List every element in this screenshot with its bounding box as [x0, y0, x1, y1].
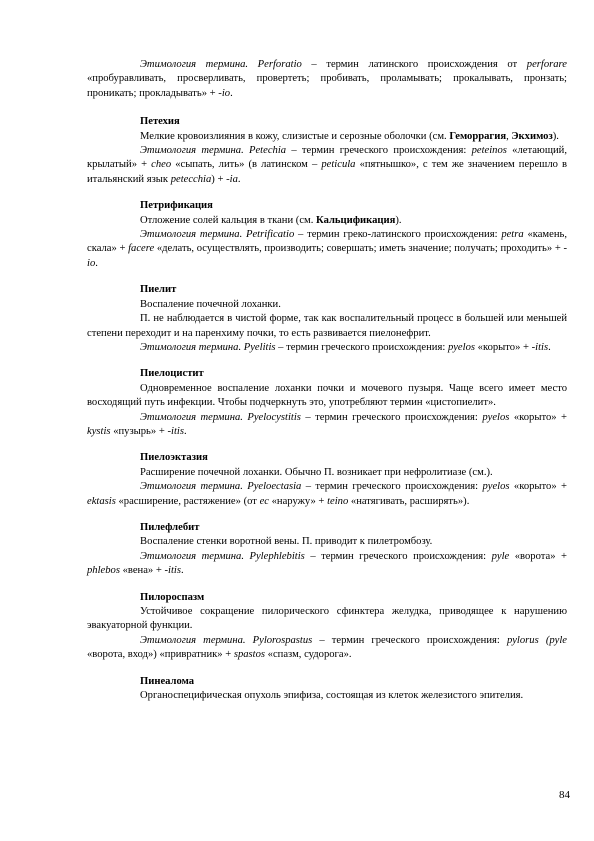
entry-title: Пилефлебит — [140, 521, 200, 533]
italic-text: perforare — [526, 59, 567, 70]
entry-paragraph — [87, 411, 567, 440]
entry-paragraph — [87, 605, 567, 634]
italic-text: Этимология термина. Perforatio — [140, 59, 302, 70]
italic-text: peteinos — [471, 145, 507, 157]
entry-paragraph — [87, 550, 567, 579]
italic-text: pyelos — [482, 481, 510, 493]
dictionary-entry — [87, 283, 567, 355]
text-segment: «корыто» + — [509, 481, 567, 493]
text-segment: Одновременное воспаление лоханки почки и мочевого пузыря. Чаще всего имеет место восходящий путь инфекции. Чтобы подчеркнуть это, употребляют термин «цистопиелит». — [87, 382, 567, 409]
text-segment: «расширение, растяжение» (от — [115, 495, 260, 507]
text-segment: Воспаление стенки воротной вены. П. приводит к пилетромбозу. — [140, 536, 433, 548]
italic-text: spastos — [233, 649, 266, 661]
italic-text: -ia — [226, 173, 238, 185]
italic-text: -itis — [167, 425, 184, 437]
italic-text: Этимология термина. Pyelocystitis — [140, 411, 301, 423]
entry-title: Пиелоцистит — [140, 368, 204, 380]
page-number: 84 — [559, 789, 570, 801]
text-segment: «спазм, судорога». — [265, 649, 352, 661]
italic-text: teino — [327, 495, 349, 507]
entry-paragraph — [87, 341, 567, 355]
text-segment: «наружу» + — [268, 495, 328, 507]
text-segment: «делать, осуществлять, производить; совершать; иметь значение; получать; проходить» + — [154, 243, 564, 255]
text-segment: – термин латинского происхождения от — [301, 59, 527, 70]
entry-paragraph — [87, 480, 567, 509]
text-segment: Устойчивое сокращение пилорического сфинктера желудка, приводящее к нарушению эвакуаторной функции. — [87, 606, 567, 632]
entry-title: Петехия — [140, 116, 180, 128]
entry-title: Петрификация — [140, 200, 213, 212]
text-segment: ). — [395, 214, 402, 226]
text-segment: «корыто» + — [475, 341, 532, 353]
entry-paragraph — [87, 298, 567, 312]
text-segment: . — [230, 87, 233, 99]
text-segment: , — [506, 130, 512, 142]
text-segment: – термин греческого происхождения: — [304, 550, 492, 562]
text-segment: – термин греческого происхождения: — [312, 634, 507, 646]
entry-title: Пилороспазм — [140, 591, 205, 603]
text-segment: Отложение солей кальция в ткани (см. — [140, 214, 317, 226]
entry-paragraph — [87, 535, 567, 549]
italic-text: Этимология термина. Pylephlebitis — [140, 550, 305, 562]
entry-paragraph — [87, 58, 567, 101]
italic-text: pyelos — [482, 411, 510, 423]
text-segment: ) + — [211, 173, 227, 185]
dictionary-entry — [87, 521, 567, 579]
italic-text: phlebos — [87, 565, 120, 577]
text-segment: . — [95, 257, 98, 269]
text-segment: «летающий, крылатый» + — [87, 145, 567, 171]
italic-text: Этимология термина. Pyeloectasia — [140, 481, 302, 493]
entry-paragraph — [87, 382, 567, 411]
text-segment: – термин греческого происхождения: — [300, 411, 483, 423]
text-segment: Мелкие кровоизлияния в кожу, слизистые и серозные оболочки (см. — [140, 130, 450, 142]
text-segment: «пузырь» + — [110, 425, 168, 437]
text-segment: П. не наблюдается в чистой форме, так как воспалительный процесс в большей или меньшей степени переходит и на паренхиму почки, то есть развивается пиелонефрит. — [87, 313, 567, 339]
entry-paragraph — [87, 689, 567, 703]
text-segment: – термин греческого происхождения: — [301, 481, 483, 493]
italic-text: Этимология термина. Petrificatio — [140, 229, 295, 241]
italic-text: -io — [218, 87, 231, 99]
text-segment: – термин греческого происхождения: — [286, 145, 472, 157]
dictionary-entry — [87, 591, 567, 663]
entry-title: Пинеалома — [140, 675, 195, 687]
dictionary-entry — [87, 58, 567, 101]
text-segment: . — [548, 341, 551, 353]
entry-paragraph — [87, 312, 567, 341]
document-page — [87, 58, 567, 715]
text-segment: «пробуравливать, просверливать, провертеть; пробивать, проламывать; прокалывать, пронзать; проникать; прокладывать» + — [87, 73, 567, 99]
italic-text: kystis — [87, 425, 111, 437]
italic-text: -itis — [531, 341, 549, 353]
italic-text: Этимология термина. Pylorospastus — [140, 634, 313, 646]
text-segment: ). — [552, 130, 559, 142]
dictionary-entry — [87, 675, 567, 704]
italic-text: cheo — [151, 159, 172, 171]
italic-text: petecchia — [170, 173, 212, 185]
entry-paragraph — [87, 466, 567, 480]
text-segment: «ворота» + — [509, 550, 567, 562]
italic-text: Этимология термина. Petechia — [140, 145, 287, 157]
dictionary-entry — [87, 199, 567, 271]
dictionary-entry — [87, 115, 567, 187]
text-segment: Органоспецифическая опухоль эпифиза, состоящая из клеток железистого эпителия. — [140, 690, 524, 702]
text-segment: «натягивать, расширять»). — [348, 495, 470, 507]
cross-reference-term: Экхимоз — [511, 130, 553, 142]
entry-paragraph — [87, 228, 567, 271]
italic-text: Этимология термина. Pyelitis — [140, 341, 276, 353]
italic-text: pylorus (pyle — [506, 634, 567, 646]
text-segment: Расширение почечной лоханки. Обычно П. возникает при нефролитиазе (см.). — [140, 466, 493, 478]
italic-text: facere — [128, 243, 155, 255]
text-segment: «корыто» + — [509, 411, 567, 423]
italic-text: ec — [259, 495, 269, 507]
text-segment: Воспаление почечной лоханки. — [140, 298, 281, 310]
cross-reference-term: Кальцификация — [316, 214, 396, 226]
text-segment: «ворота, вход») «привратник» + — [87, 649, 234, 661]
text-segment: «вена» + — [119, 565, 165, 577]
italic-text: -itis — [164, 565, 181, 577]
dictionary-entry — [87, 451, 567, 509]
italic-text: pyelos — [447, 341, 476, 353]
italic-text: pyle — [491, 550, 510, 562]
entry-title: Пиелоэктазия — [140, 452, 208, 464]
italic-text: -io — [87, 243, 567, 269]
dictionary-entry — [87, 367, 567, 439]
entry-title: Пиелит — [140, 284, 177, 296]
text-segment: . — [183, 425, 187, 437]
text-segment: – термин греко-латинского происхождения: — [294, 229, 502, 241]
entry-paragraph — [87, 214, 567, 228]
text-segment: «сыпать, лить» (в латинском – — [171, 159, 322, 171]
entry-paragraph — [87, 130, 567, 144]
text-segment: . — [237, 173, 241, 185]
text-segment: «камень, скала» + — [87, 229, 567, 255]
text-segment: . — [180, 565, 184, 577]
text-segment: «пятнышко», с тем же значением перешло в итальянский язык — [87, 159, 568, 185]
text-segment: – термин греческого происхождения: — [275, 341, 448, 353]
italic-text: peticula — [321, 159, 356, 171]
entry-paragraph — [87, 144, 567, 187]
cross-reference-term: Геморрагия — [449, 130, 507, 142]
italic-text: ektasis — [87, 495, 116, 507]
entry-paragraph — [87, 634, 567, 663]
italic-text: petra — [501, 229, 524, 241]
